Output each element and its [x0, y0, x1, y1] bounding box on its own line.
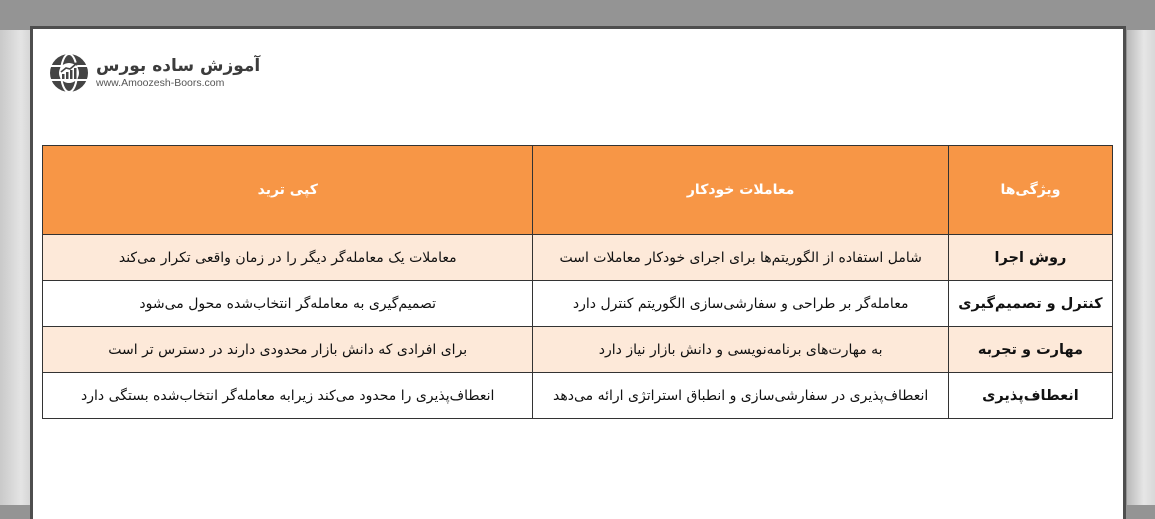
feature-cell: کنترل و تصمیم‌گیری — [948, 281, 1112, 327]
globe-chart-icon — [48, 52, 90, 94]
header-copy-trade: کپی ترید — [43, 146, 533, 235]
automated-cell: انعطاف‌پذیری در سفارشی‌سازی و انطباق استراتژی ارائه می‌دهد — [533, 373, 948, 419]
copy-trade-cell: برای افرادی که دانش بازار محدودی دارند در دسترس تر است — [43, 327, 533, 373]
feature-cell: مهارت و تجربه — [948, 327, 1112, 373]
automated-cell: شامل استفاده از الگوریتم‌ها برای اجرای خودکار معاملات است — [533, 235, 948, 281]
comparison-table — [42, 145, 1113, 419]
copy-trade-cell: تصمیم‌گیری به معامله‌گر انتخاب‌شده محول می‌شود — [43, 281, 533, 327]
table-row — [43, 327, 1113, 373]
automated-cell: به مهارت‌های برنامه‌نویسی و دانش بازار نیاز دارد — [533, 327, 948, 373]
table-header-row — [43, 146, 1113, 235]
document-page — [30, 26, 1126, 519]
header-features: ویژگی‌ها — [948, 146, 1112, 235]
header-automated-trading: معاملات خودکار — [533, 146, 948, 235]
table-row — [43, 235, 1113, 281]
logo-url: www.Amoozesh-Boors.com — [96, 76, 225, 89]
table-row — [43, 373, 1113, 419]
table-row — [43, 281, 1113, 327]
feature-cell: انعطاف‌پذیری — [948, 373, 1112, 419]
left-background-strip — [0, 30, 30, 505]
feature-cell: روش اجرا — [948, 235, 1112, 281]
site-logo — [48, 48, 260, 98]
right-background-strip — [1127, 30, 1155, 505]
copy-trade-cell: معاملات یک معامله‌گر دیگر را در زمان واقعی تکرار می‌کند — [43, 235, 533, 281]
automated-cell: معامله‌گر بر طراحی و سفارشی‌سازی الگوریتم کنترل دارد — [533, 281, 948, 327]
logo-title: آموزش ساده بورس — [96, 55, 261, 76]
copy-trade-cell: انعطاف‌پذیری را محدود می‌کند زیرابه معامله‌گر انتخاب‌شده بستگی دارد — [43, 373, 533, 419]
